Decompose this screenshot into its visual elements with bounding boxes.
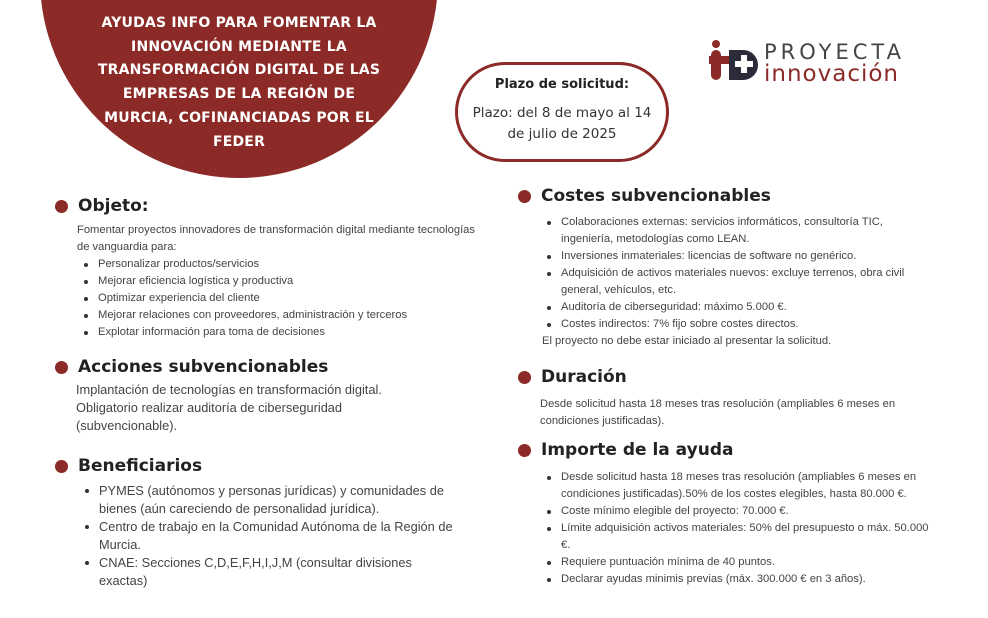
list-item: Requiere puntuación mínima de 40 puntos. (540, 554, 932, 571)
list-item: Mejorar relaciones con proveedores, administración y terceros (77, 307, 475, 324)
list-item: Coste mínimo elegible del proyecto: 70.000 €. (540, 503, 932, 520)
bullet-dot-icon (55, 460, 68, 473)
list-item: Centro de trabajo en la Comunidad Autónoma de la Región de Murcia. (78, 518, 455, 554)
list-item: Auditoría de ciberseguridad: máximo 5.000 €. (540, 299, 930, 316)
list-item: Costes indirectos: 7% fijo sobre costes directos. (540, 316, 930, 333)
section-costes (518, 185, 938, 350)
section-importe (518, 439, 938, 588)
section-beneficiarios (55, 455, 475, 590)
duracion-text: Desde solicitud hasta 18 meses tras resolución (ampliables 6 meses en condiciones justificadas). (540, 398, 896, 427)
page-title: AYUDAS INFO PARA FOMENTAR LA INNOVACIÓN MEDIANTE LA TRANSFORMACIÓN DIGITAL DE LAS EMPRESAS DE LA REGIÓN DE MURCIA, COFINANCIADAS POR EL FEDER (97, 15, 381, 150)
section-objeto (55, 195, 475, 341)
list-item: Colaboraciones externas: servicios informáticos, consultoría TIC, ingeniería, metodologías como LEAN. (540, 214, 930, 248)
deadline-label: Plazo de solicitud: (494, 77, 630, 92)
list-item: Inversiones inmateriales: licencias de software no genérico. (540, 248, 930, 265)
bullet-dot-icon (518, 190, 531, 203)
section-title: Costes subvencionables (541, 186, 771, 206)
bullet-dot-icon (55, 361, 68, 374)
section-title: Duración (541, 367, 627, 387)
section-title: Acciones subvencionables (78, 357, 329, 377)
beneficiarios-list (55, 482, 455, 590)
logo-text-top: PROYECTA (764, 40, 905, 64)
list-item: Declarar ayudas minimis previas (máx. 300.000 € en 3 años). (540, 571, 932, 588)
logo-mark-icon (709, 40, 759, 84)
proyecta-innovacion-logo (709, 40, 929, 88)
importe-list (518, 469, 932, 588)
logo-text-bottom: innovación (764, 61, 900, 87)
section-acciones (55, 356, 455, 435)
costes-list (540, 214, 930, 333)
section-title: Beneficiarios (78, 456, 203, 476)
list-item: PYMES (autónomos y personas jurídicas) y comunidades de bienes (aún careciendo de personalidad jurídica). (78, 482, 455, 518)
objeto-intro: Fomentar proyectos innovadores de transformación digital mediante tecnologías de vanguardia para: (77, 224, 475, 253)
deadline-box (455, 62, 669, 162)
bullet-dot-icon (518, 371, 531, 384)
costes-note: El proyecto no debe estar iniciado al presentar la solicitud. (542, 335, 832, 347)
list-item: Personalizar productos/servicios (77, 256, 475, 273)
acciones-text: Implantación de tecnologías en transformación digital. Obligatorio realizar auditoría de ciberseguridad (subvencionable). (76, 382, 382, 433)
section-title: Importe de la ayuda (541, 440, 734, 460)
list-item: Mejorar eficiencia logística y productiva (77, 273, 475, 290)
section-duracion (518, 366, 938, 430)
deadline-text: Plazo: del 8 de mayo al 14 de julio de 2025 (472, 105, 652, 142)
list-item: Optimizar experiencia del cliente (77, 290, 475, 307)
section-title: Objeto: (78, 196, 149, 216)
list-item: CNAE: Secciones C,D,E,F,H,I,J,M (consultar divisiones exactas) (78, 554, 455, 590)
objeto-list (77, 256, 475, 341)
bullet-dot-icon (518, 444, 531, 457)
list-item: Adquisición de activos materiales nuevos: excluye terrenos, obra civil general, vehículos, etc. (540, 265, 930, 299)
bullet-dot-icon (55, 200, 68, 213)
list-item: Desde solicitud hasta 18 meses tras resolución (ampliables 6 meses en condiciones justificadas).50% de los costes elegibles, hasta 80.000 €. (540, 469, 932, 503)
list-item: Límite adquisición activos materiales: 50% del presupuesto o máx. 50.000 €. (540, 520, 932, 554)
list-item: Explotar información para toma de decisiones (77, 324, 475, 341)
